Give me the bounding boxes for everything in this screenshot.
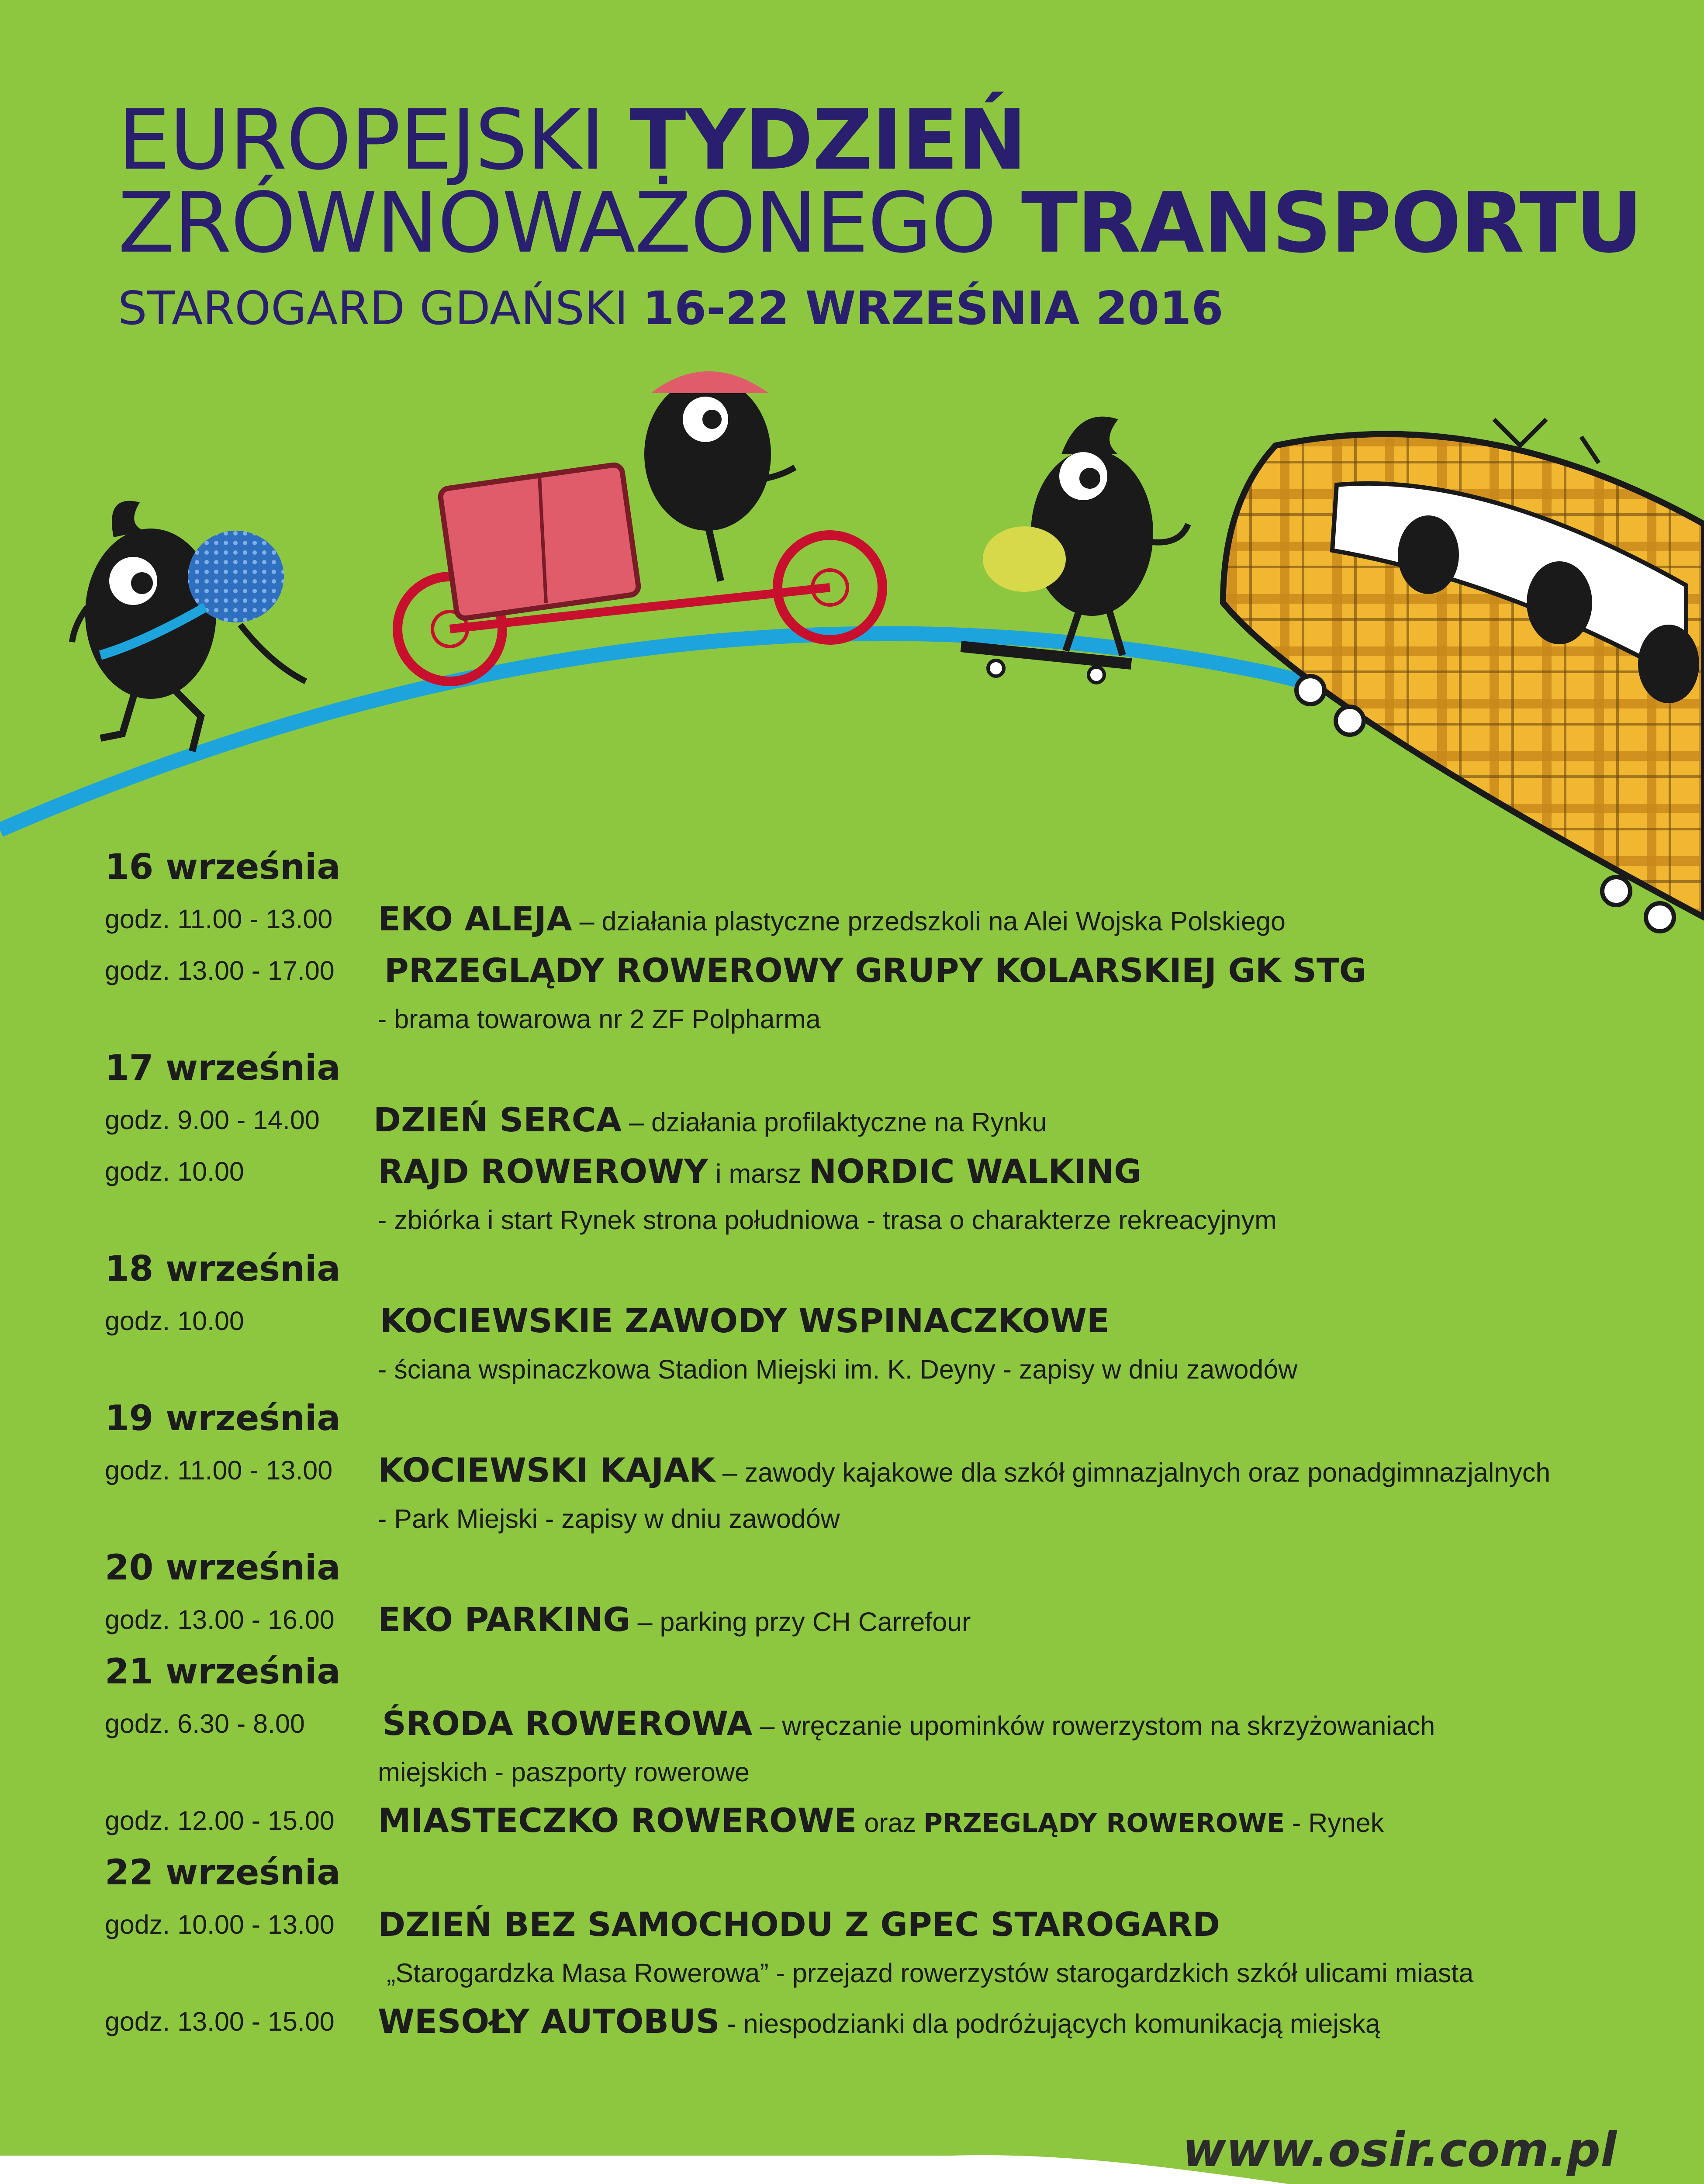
walker-character bbox=[72, 501, 306, 751]
event-detail: - ściana wspinaczkowa Stadion Miejski im. K. Deyny - zapisy w dniu zawodów bbox=[378, 1355, 1298, 1384]
event-description: - Rynek bbox=[1285, 1808, 1384, 1838]
event-name: DZIEŃ BEZ SAMOCHODU Z GPEC STAROGARD bbox=[378, 1905, 1220, 1944]
event-time: godz. 10.00 bbox=[105, 1306, 244, 1336]
day-heading-17: 17 września bbox=[105, 1047, 341, 1088]
event-time: godz. 10.00 - 13.00 bbox=[105, 1910, 335, 1939]
event-time: godz. 13.00 - 15.00 bbox=[105, 2007, 335, 2036]
title-line-2 bbox=[118, 175, 1642, 271]
event-name: EKO PARKING bbox=[378, 1600, 630, 1639]
event-time: godz. 9.00 - 14.00 bbox=[105, 1105, 320, 1135]
day-heading-22: 22 września bbox=[105, 1852, 341, 1893]
event-detail: - brama towarowa nr 2 ZF Polpharma bbox=[378, 1004, 821, 1034]
event-time: godz. 11.00 - 13.00 bbox=[105, 1455, 333, 1485]
event-eko-aleja bbox=[105, 893, 1634, 945]
event-time: godz. 11.00 - 13.00 bbox=[105, 904, 333, 934]
event-description: – parking przy CH Carrefour bbox=[630, 1607, 971, 1637]
event-miasteczko-rowerowe bbox=[105, 1795, 1634, 1846]
event-time: godz. 13.00 - 17.00 bbox=[105, 956, 335, 985]
event-rajd-rowerowy bbox=[105, 1146, 1634, 1197]
event-detail: - zbiórka i start Rynek strona południowa - trasa o charakterze rekreacyjnym bbox=[378, 1205, 1277, 1235]
event-time: godz. 10.00 bbox=[105, 1157, 244, 1186]
event-name: PRZEGLĄDY ROWEROWY GRUPY KOLARSKIEJ GK STG bbox=[384, 951, 1367, 990]
event-time: godz. 6.30 - 8.00 bbox=[105, 1709, 305, 1738]
day-heading-21: 21 września bbox=[105, 1651, 341, 1692]
event-detail: - Park Miejski - zapisy w dniu zawodów bbox=[378, 1504, 840, 1534]
event-sroda-rowerowa bbox=[105, 1698, 1634, 1749]
event-name: KOCIEWSKIE ZAWODY WSPINACZKOWE bbox=[380, 1301, 1110, 1340]
event-description: – wręczanie upominków rowerzystom na skrzyżowaniach bbox=[752, 1711, 1435, 1741]
event-connector: i marsz bbox=[708, 1159, 809, 1189]
event-time: godz. 12.00 - 15.00 bbox=[105, 1806, 335, 1835]
day-heading-18: 18 września bbox=[105, 1248, 341, 1289]
event-detail: miejskich - paszporty rowerowe bbox=[378, 1757, 750, 1787]
day-heading-20: 20 września bbox=[105, 1547, 341, 1588]
event-name: KOCIEWSKI KAJAK bbox=[378, 1451, 715, 1489]
title-line-1 bbox=[118, 92, 1026, 188]
event-name: MIASTECZKO ROWEROWE bbox=[378, 1801, 857, 1840]
event-name: ŚRODA ROWEROWA bbox=[382, 1704, 753, 1743]
subtitle bbox=[118, 282, 1224, 335]
event-name: RAJD ROWEROWY bbox=[378, 1152, 709, 1191]
event-name-second: NORDIC WALKING bbox=[809, 1152, 1141, 1191]
title-regular-2: ZRÓWNOWAŻONEGO bbox=[118, 175, 1021, 271]
event-description: – działania plastyczne przedszkoli na Alei Wojska Polskiego bbox=[572, 906, 1286, 936]
event-description: – zawody kajakowe dla szkół gimnazjalnych oraz ponadgimnazjalnych bbox=[715, 1458, 1551, 1487]
event-schedule bbox=[105, 841, 1634, 2047]
subtitle-date: 16-22 WRZEŚNIA 2016 bbox=[643, 282, 1224, 335]
event-zawody-wspinaczkowe bbox=[105, 1295, 1634, 1347]
title-bold-1: TYDZIEŃ bbox=[629, 92, 1027, 188]
event-description: – działania profilaktyczne na Rynku bbox=[622, 1107, 1047, 1137]
title-bold-2: TRANSPORTU bbox=[1021, 175, 1642, 271]
event-name: DZIEŃ SERCA bbox=[373, 1100, 622, 1139]
event-description: - niespodzianki dla podróżujących komunikacją miejską bbox=[719, 2009, 1380, 2039]
cargo-bike-character bbox=[397, 371, 882, 681]
event-name: EKO ALEJA bbox=[378, 899, 572, 938]
event-connector: oraz bbox=[857, 1808, 923, 1838]
event-dzien-serca bbox=[105, 1094, 1634, 1146]
subtitle-place: STAROGARD GDAŃSKI bbox=[118, 282, 643, 335]
event-przeglady bbox=[105, 945, 1634, 996]
website-link[interactable]: www.osir.com.pl bbox=[1182, 2123, 1617, 2177]
event-name-second: PRZEGLĄDY ROWEROWE bbox=[923, 1808, 1285, 1838]
day-heading-16: 16 września bbox=[105, 847, 341, 887]
event-kociewski-kajak bbox=[105, 1444, 1634, 1496]
event-detail: „Starogardzka Masa Rowerowa” - przejazd rowerzystów starogardzkich szkół ulicami miasta bbox=[387, 1958, 1474, 1988]
event-time: godz. 13.00 - 16.00 bbox=[105, 1605, 335, 1635]
event-name: WESOŁY AUTOBUS bbox=[378, 2002, 720, 2041]
title-regular-1: EUROPEJSKI bbox=[118, 92, 629, 188]
event-wesoly-autobus bbox=[105, 1996, 1634, 2047]
day-heading-19: 19 września bbox=[105, 1398, 341, 1438]
event-eko-parking bbox=[105, 1594, 1634, 1645]
event-dzien-bez-samochodu bbox=[105, 1899, 1634, 1950]
